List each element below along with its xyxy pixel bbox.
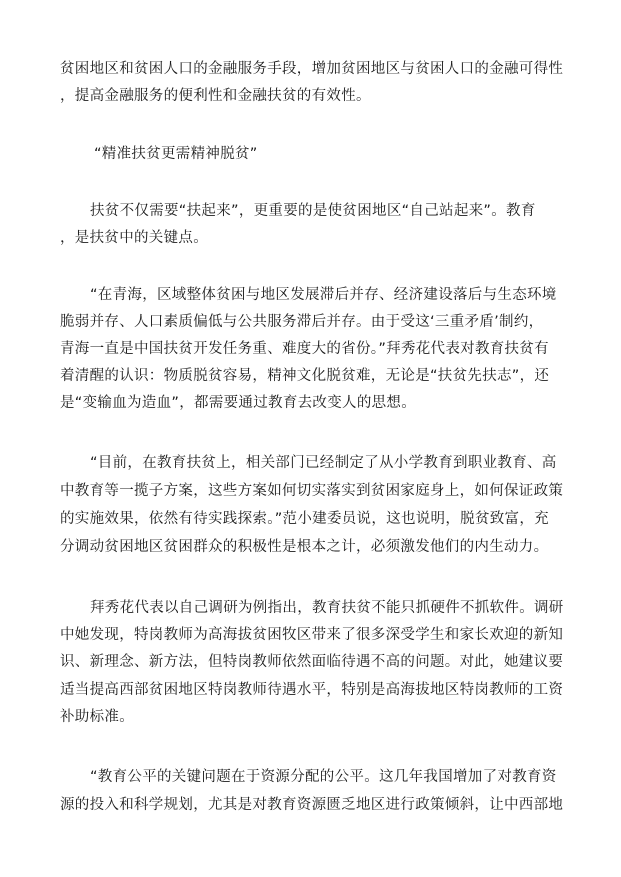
paragraph-line: 适当提高西部贫困地区特岗教师待遇水平，特别是高海拔地区特岗教师的工资: [60, 682, 564, 698]
paragraph-line: ，是扶贫中的关键点。: [60, 230, 208, 246]
paragraph-line: ，提高金融服务的便利性和金融扶贫的有效性。: [60, 88, 371, 104]
section-heading: “精准扶贫更需精神脱贫”: [94, 146, 258, 162]
paragraph-line: “教育公平的关键问题在于资源分配的公平。这几年我国增加了对教育资: [90, 769, 557, 785]
paragraph-line: “目前，在教育扶贫上，相关部门已经制定了从小学教育到职业教育、高: [90, 455, 557, 471]
paragraph-line: 青海一直是中国扶贫开发任务重、难度大的省份。”拜秀花代表对教育扶贫有: [60, 341, 549, 357]
paragraph-line: 脆弱并存、人口素质偏低与公共服务滞后并存。由于受这‘三重矛盾’制约，: [60, 314, 544, 330]
paragraph-line: 分调动贫困地区贫困群众的积极性是根本之计，必须激发他们的内生动力。: [60, 539, 549, 555]
paragraph-line: 中教育等一揽子方案，这些方案如何切实落实到贫困家庭身上，如何保证政策: [60, 483, 564, 499]
paragraph-line: 的实施效果，依然有待实践探索。”范小建委员说，这也说明，脱贫致富，充: [60, 511, 549, 527]
paragraph-line: 扶贫不仅需要“扶起来”，更重要的是使贫困地区“自己站起来”。教育: [90, 203, 536, 219]
paragraph-line: 拜秀花代表以自己调研为例指出，教育扶贫不能只抓硬件不抓软件。调研: [90, 600, 564, 616]
paragraph-line: 中她发现，特岗教师为高海拔贫困牧区带来了很多深受学生和家长欢迎的新知: [60, 627, 564, 643]
paragraph-line: 识、新理念、新方法，但特岗教师依然面临待遇不高的问题。对此，她建议要: [60, 654, 564, 670]
paragraph-line: 源的投入和科学规划，尤其是对教育资源匮乏地区进行政策倾斜，让中西部地: [60, 797, 564, 813]
paragraph-line: 贫困地区和贫困人口的金融服务手段，增加贫困地区与贫困人口的金融可得性: [60, 61, 564, 77]
paragraph-line: 补助标准。: [60, 709, 134, 725]
paragraph-line: 是“变输血为造血”，都需要通过教育去改变人的思想。: [60, 395, 417, 411]
paragraph-line: “在青海，区域整体贫困与地区发展滞后并存、经济建设落后与生态环境: [90, 287, 557, 303]
paragraph-line: 着清醒的认识：物质脱贫容易，精神文化脱贫难，无论是“扶贫先扶志”，还: [60, 368, 550, 384]
